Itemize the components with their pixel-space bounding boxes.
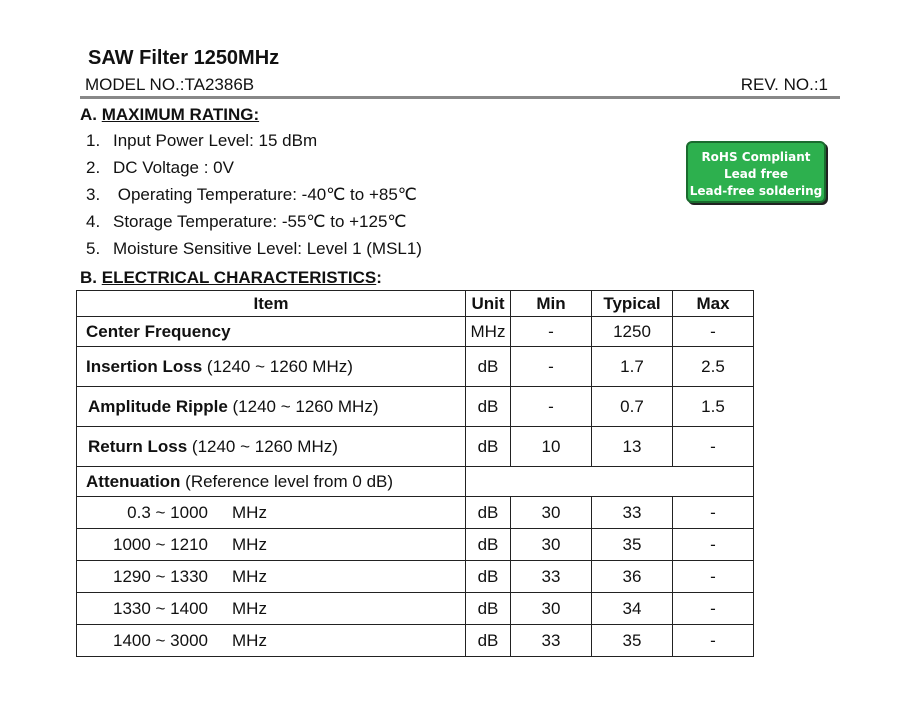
row-unit: dB xyxy=(466,497,511,529)
document-title: SAW Filter 1250MHz xyxy=(88,47,280,69)
model-number: MODEL NO.:TA2386B xyxy=(85,75,255,94)
list-text: DC Voltage : 0V xyxy=(113,158,234,177)
table-row xyxy=(77,387,754,427)
table-row xyxy=(77,561,754,593)
table-row xyxy=(77,593,754,625)
list-text: Moisture Sensitive Level: Level 1 (MSL1) xyxy=(113,239,422,258)
header-unit: Unit xyxy=(466,291,511,317)
header-max: Max xyxy=(673,291,754,317)
row-typical: 0.7 xyxy=(592,387,673,427)
row-max: - xyxy=(673,561,754,593)
param-name: Return Loss xyxy=(88,436,188,456)
section-b-prefix: B. xyxy=(80,268,102,287)
row-unit: dB xyxy=(466,529,511,561)
row-item xyxy=(77,529,466,561)
row-min: 30 xyxy=(511,593,592,625)
row-min: - xyxy=(511,387,592,427)
rohs-badge xyxy=(686,141,826,203)
row-unit: dB xyxy=(466,625,511,657)
table-row xyxy=(77,529,754,561)
param-condition: (1240 ~ 1260 MHz) xyxy=(202,356,353,376)
list-item xyxy=(86,157,422,184)
freq-unit: MHz xyxy=(232,534,267,554)
row-min: 33 xyxy=(511,561,592,593)
list-number: 5. xyxy=(86,239,101,258)
row-typical: 35 xyxy=(592,625,673,657)
row-max: 1.5 xyxy=(673,387,754,427)
section-a-prefix: A. xyxy=(80,105,102,124)
header-min: Min xyxy=(511,291,592,317)
freq-range: 0.3 ~ 1000 xyxy=(127,502,208,522)
badge-line: Lead-free soldering xyxy=(689,184,823,198)
row-max: - xyxy=(673,427,754,467)
section-a-heading xyxy=(80,105,259,125)
freq-range: 1290 ~ 1330 xyxy=(112,566,208,586)
param-condition: (1240 ~ 1260 MHz) xyxy=(187,436,338,456)
row-typical: 34 xyxy=(592,593,673,625)
row-typical: 1250 xyxy=(592,317,673,347)
badge-line: RoHS Compliant xyxy=(701,150,811,164)
freq-range: 1400 ~ 3000 xyxy=(112,630,208,650)
param-name: Center Frequency xyxy=(86,321,231,341)
freq-range: 1000 ~ 1210 xyxy=(112,534,208,554)
list-number: 4. xyxy=(86,212,101,231)
row-min: 30 xyxy=(511,529,592,561)
maximum-rating-list xyxy=(86,130,422,265)
row-unit: dB xyxy=(466,561,511,593)
list-item xyxy=(86,184,422,211)
section-b-title: ELECTRICAL CHARACTERISTICS xyxy=(101,268,377,287)
row-unit: dB xyxy=(466,593,511,625)
row-max: - xyxy=(673,529,754,561)
row-min: 10 xyxy=(511,427,592,467)
section-b-heading xyxy=(80,268,382,288)
param-name: Insertion Loss xyxy=(86,356,203,376)
row-min: 30 xyxy=(511,497,592,529)
param-name: Amplitude Ripple xyxy=(88,396,228,416)
section-b-colon: : xyxy=(376,268,382,287)
row-item xyxy=(77,387,466,427)
list-number: 1. xyxy=(86,131,101,150)
row-unit: dB xyxy=(466,347,511,387)
row-item xyxy=(77,347,466,387)
row-typical: 13 xyxy=(592,427,673,467)
row-item xyxy=(77,625,466,657)
row-typical: 35 xyxy=(592,529,673,561)
list-item xyxy=(86,211,422,238)
section-a-title: MAXIMUM RATING: xyxy=(101,105,260,124)
row-unit: dB xyxy=(466,427,511,467)
table-row xyxy=(77,497,754,529)
header-divider xyxy=(80,96,840,99)
param-name: Attenuation xyxy=(86,471,181,491)
row-max: - xyxy=(673,625,754,657)
freq-unit: MHz xyxy=(232,502,267,522)
electrical-characteristics-table xyxy=(76,290,754,657)
row-unit: dB xyxy=(466,387,511,427)
revision-number: REV. NO.:1 xyxy=(740,75,828,94)
header-typical: Typical xyxy=(592,291,673,317)
table-row xyxy=(77,427,754,467)
row-item xyxy=(77,497,466,529)
row-item xyxy=(77,593,466,625)
row-item xyxy=(77,427,466,467)
row-unit: MHz xyxy=(466,317,511,347)
row-item xyxy=(77,561,466,593)
list-item xyxy=(86,238,422,265)
row-min: - xyxy=(511,347,592,387)
list-text: Storage Temperature: -55℃ to +125℃ xyxy=(113,212,407,231)
list-text: Input Power Level: 15 dBm xyxy=(113,131,318,150)
table-row xyxy=(77,347,754,387)
param-condition: (1240 ~ 1260 MHz) xyxy=(227,396,379,416)
list-item xyxy=(86,130,422,157)
freq-unit: MHz xyxy=(232,598,267,618)
row-max: - xyxy=(673,497,754,529)
row-min: - xyxy=(511,317,592,347)
badge-line: Lead free xyxy=(723,167,789,181)
row-typical: 1.7 xyxy=(592,347,673,387)
header-item: Item xyxy=(77,291,466,317)
table-header-row xyxy=(77,291,754,317)
row-typical: 36 xyxy=(592,561,673,593)
row-max: 2.5 xyxy=(673,347,754,387)
table-row xyxy=(77,625,754,657)
freq-range: 1330 ~ 1400 xyxy=(112,598,208,618)
list-number: 2. xyxy=(86,158,101,177)
row-item xyxy=(77,467,466,497)
table-row-attenuation xyxy=(77,467,754,497)
table-row xyxy=(77,317,754,347)
list-text: Operating Temperature: -40℃ to +85℃ xyxy=(113,185,417,204)
row-max: - xyxy=(673,593,754,625)
param-condition: (Reference level from 0 dB) xyxy=(180,471,394,491)
attenuation-blank-cell xyxy=(466,467,754,497)
list-number: 3. xyxy=(86,185,101,204)
row-max: - xyxy=(673,317,754,347)
freq-unit: MHz xyxy=(232,566,267,586)
row-min: 33 xyxy=(511,625,592,657)
freq-unit: MHz xyxy=(232,630,267,650)
row-typical: 33 xyxy=(592,497,673,529)
row-item xyxy=(77,317,466,347)
